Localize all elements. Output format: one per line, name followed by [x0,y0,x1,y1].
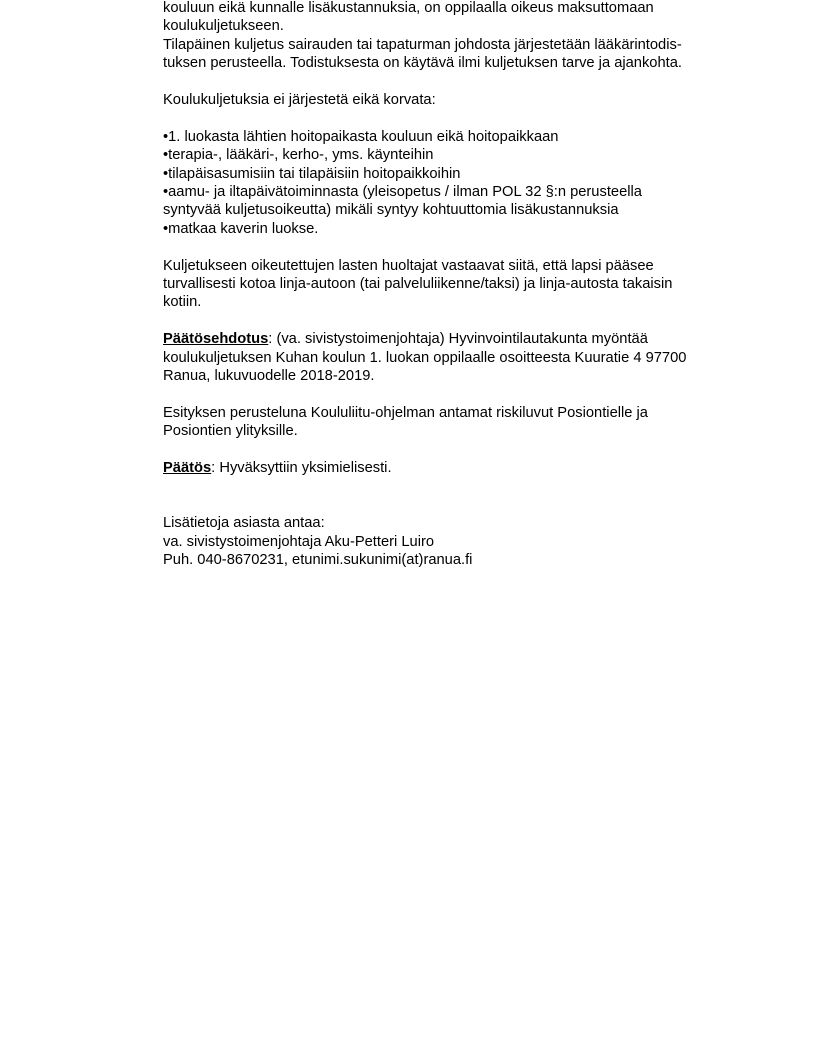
spacer [163,385,753,403]
guardian-line: Kuljetukseen oikeutettujen lasten huoltajat vastaavat siitä, että lapsi pääsee [163,257,654,274]
intro-line: tuksen perusteella. Todistuksesta on käytävä ilmi kuljetuksen tarve ja ajankohta. [163,55,682,72]
proposal-line [163,330,753,348]
guardian-line: kotiin. [163,294,202,311]
proposal-text: : (va. sivistystoimenjohtaja) Hyvinvointilautakunta myöntää [268,331,648,348]
justification-line: Posiontien ylityksille. [163,423,298,440]
spacer [163,73,753,91]
bullet-line: •matkaa kaverin luokse. [163,220,319,237]
proposal-line: Ranua, lukuvuodelle 2018-2019. [163,368,375,385]
contact-line: Puh. 040-8670231, etunimi.sukunimi(at)ranua.fi [163,552,473,569]
spacer [163,312,753,330]
intro-line: koulukuljetukseen. [163,18,284,35]
bullet-line: •aamu- ja iltapäivätoiminnasta (yleisopetus / ilman POL 32 §:n perusteella [163,184,642,201]
contact-line: Lisätietoja asiasta antaa: [163,515,325,532]
bullet-line: syntyvää kuljetusoikeutta) mikäli syntyy kohtuuttomia lisäkustannuksia [163,202,619,219]
proposal-label: Päätösehdotus [163,331,269,348]
justification-line: Esityksen perusteluna Koululiitu-ohjelman antamat riskiluvut Posiontielle ja [163,404,648,421]
intro-line: kouluun eikä kunnalle lisäkustannuksia, on oppilaalla oikeus maksuttomaan [163,0,654,16]
not-arranged-heading: Koulukuljetuksia ei järjestetä eikä korvata: [163,92,436,109]
decision-line [163,459,753,477]
spacer [163,109,753,127]
proposal-line: koulukuljetuksen Kuhan koulun 1. luokan oppilaalle osoitteesta Kuuratie 4 97700 [163,349,687,366]
spacer [163,238,753,256]
bullet-line: •tilapäisasumisiin tai tilapäisiin hoitopaikkoihin [163,165,461,182]
guardian-line: turvallisesti kotoa linja-autoon (tai palveluliikenne/taksi) ja linja-autosta takaisin [163,276,673,293]
bullet-line: •terapia-, lääkäri-, kerho-, yms. käynteihin [163,147,434,164]
document-page [163,0,753,569]
bullet-line: •1. luokasta lähtien hoitopaikasta kouluun eikä hoitopaikkaan [163,128,559,145]
intro-line: Tilapäinen kuljetus sairauden tai tapaturman johdosta järjestetään lääkärintodis- [163,36,682,53]
spacer [163,477,753,514]
decision-text: : Hyväksyttiin yksimielisesti. [211,460,392,477]
contact-line: va. sivistystoimenjohtaja Aku-Petteri Luiro [163,533,435,550]
spacer [163,441,753,459]
decision-label: Päätös [163,460,212,477]
